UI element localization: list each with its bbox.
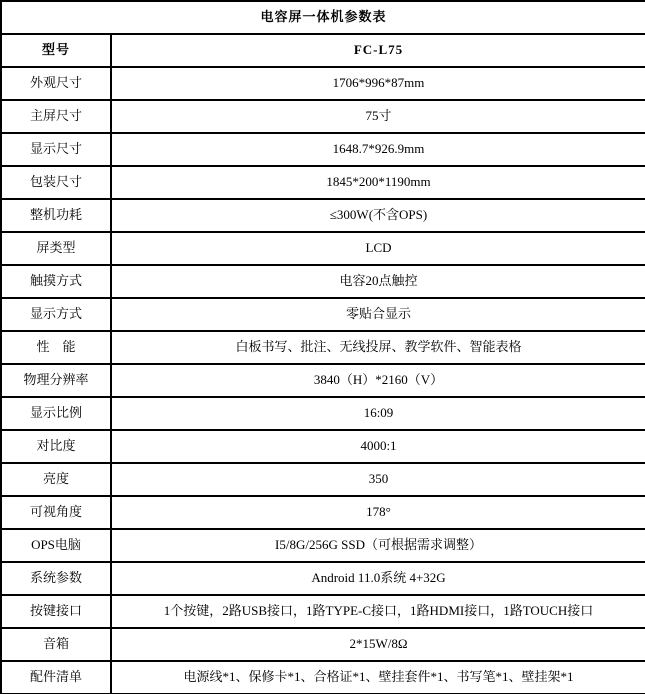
row-value: 4000:1	[111, 430, 645, 463]
row-label: 按键接口	[1, 595, 111, 628]
table-row	[1, 166, 645, 199]
row-value: 白板书写、批注、无线投屏、教学软件、智能表格	[111, 331, 645, 364]
row-label: 显示尺寸	[1, 133, 111, 166]
row-label: 对比度	[1, 430, 111, 463]
row-value: I5/8G/256G SSD（可根据需求调整）	[111, 529, 645, 562]
table-row	[1, 397, 645, 430]
row-value: 2*15W/8Ω	[111, 628, 645, 661]
row-label: 亮度	[1, 463, 111, 496]
table-row	[1, 364, 645, 397]
table-row	[1, 232, 645, 265]
table-row	[1, 67, 645, 100]
table-row	[1, 661, 645, 694]
row-label: 整机功耗	[1, 199, 111, 232]
row-value: 1845*200*1190mm	[111, 166, 645, 199]
row-label: 触摸方式	[1, 265, 111, 298]
row-label: 性 能	[1, 331, 111, 364]
row-label: 型号	[1, 34, 111, 67]
row-label: 显示方式	[1, 298, 111, 331]
row-label: 包装尺寸	[1, 166, 111, 199]
row-value: 3840（H）*2160（V）	[111, 364, 645, 397]
row-label: 显示比例	[1, 397, 111, 430]
table-row	[1, 595, 645, 628]
row-label: 系统参数	[1, 562, 111, 595]
table-row	[1, 430, 645, 463]
row-value: 零贴合显示	[111, 298, 645, 331]
page-title: 电容屏一体机参数表	[1, 1, 645, 34]
table-row	[1, 199, 645, 232]
row-label: 可视角度	[1, 496, 111, 529]
table-row	[1, 265, 645, 298]
table-row	[1, 463, 645, 496]
row-value: ≤300W(不含OPS)	[111, 199, 645, 232]
row-value: Android 11.0系统 4+32G	[111, 562, 645, 595]
row-value: FC-L75	[111, 34, 645, 67]
table-row	[1, 100, 645, 133]
table-row	[1, 133, 645, 166]
row-label: 主屏尺寸	[1, 100, 111, 133]
title-row	[1, 1, 645, 34]
row-value: 1706*996*87mm	[111, 67, 645, 100]
row-label: 屏类型	[1, 232, 111, 265]
row-label: 物理分辨率	[1, 364, 111, 397]
row-value: LCD	[111, 232, 645, 265]
table-row	[1, 628, 645, 661]
row-value: 1个按键，2路USB接口，1路TYPE-C接口，1路HDMI接口，1路TOUCH接口	[111, 595, 645, 628]
table-row	[1, 496, 645, 529]
row-value: 1648.7*926.9mm	[111, 133, 645, 166]
row-value: 电容20点触控	[111, 265, 645, 298]
row-value: 178°	[111, 496, 645, 529]
row-value: 350	[111, 463, 645, 496]
row-label: 音箱	[1, 628, 111, 661]
table-row	[1, 34, 645, 67]
table-row	[1, 529, 645, 562]
row-label: 外观尺寸	[1, 67, 111, 100]
row-value: 16:09	[111, 397, 645, 430]
table-row	[1, 298, 645, 331]
row-label: OPS电脑	[1, 529, 111, 562]
table-row	[1, 562, 645, 595]
row-value: 75寸	[111, 100, 645, 133]
table-row	[1, 331, 645, 364]
row-label: 配件清单	[1, 661, 111, 694]
row-value: 电源线*1、保修卡*1、合格证*1、壁挂套件*1、书写笔*1、壁挂架*1	[111, 661, 645, 694]
